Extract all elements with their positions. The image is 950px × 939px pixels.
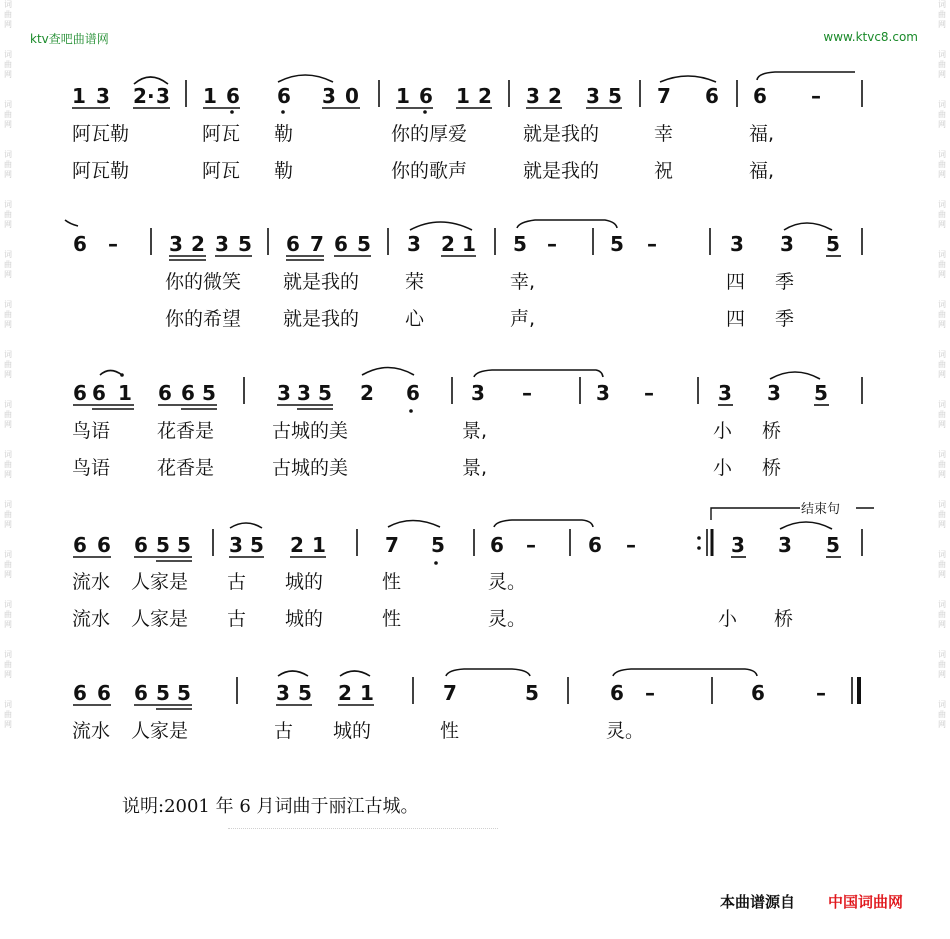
svg-text:5: 5: [156, 533, 170, 557]
lyric: 景,: [462, 420, 488, 442]
svg-text:–: –: [645, 681, 655, 705]
lyric: 桥: [762, 457, 782, 479]
svg-text:3: 3: [471, 381, 485, 405]
watermark-glyphs: 词 曲 网: [4, 600, 12, 629]
svg-text:5: 5: [238, 232, 252, 256]
divider: [228, 828, 498, 829]
ending-bracket: [711, 508, 874, 520]
svg-text:–: –: [811, 84, 821, 108]
watermark-glyphs: 词 曲 网: [4, 650, 12, 679]
svg-text:3: 3: [586, 84, 600, 108]
lyric: 幸: [654, 123, 674, 145]
svg-text:6: 6: [97, 681, 111, 705]
system-3-lyrics: [72, 420, 781, 479]
lyric: 阿瓦勒: [72, 123, 130, 145]
lyric: 阿瓦勒: [72, 160, 130, 182]
system-2-lyrics: [165, 271, 794, 330]
lyric: 你的歌声: [391, 160, 468, 182]
lyric: 灵。: [606, 720, 645, 742]
lyric: 阿瓦: [202, 123, 241, 145]
system-5-notes: [73, 669, 859, 709]
lyric: 四: [726, 308, 746, 330]
site-url-right[interactable]: www.ktvc8.com: [823, 30, 918, 44]
svg-text:3: 3: [277, 381, 291, 405]
lyric: 荣: [405, 271, 425, 293]
lyric: 季: [775, 271, 795, 293]
svg-text:7: 7: [443, 681, 457, 705]
svg-text:6: 6: [181, 381, 195, 405]
lyric: 四: [726, 271, 746, 293]
svg-text:3: 3: [767, 381, 781, 405]
lyric: 就是我的: [283, 308, 360, 330]
watermark-glyphs: 词 曲 网: [938, 300, 946, 329]
svg-text:–: –: [522, 381, 532, 405]
svg-text:7: 7: [657, 84, 671, 108]
svg-text:6: 6: [588, 533, 602, 557]
lyric: 桥: [774, 608, 794, 630]
svg-text:5: 5: [357, 232, 371, 256]
lyric: 灵。: [488, 571, 527, 593]
svg-text:7: 7: [385, 533, 399, 557]
watermark-glyphs: 词 曲 网: [938, 100, 946, 129]
watermark-glyphs: 词 曲 网: [4, 250, 12, 279]
svg-text:5: 5: [318, 381, 332, 405]
watermark-glyphs: 词 曲 网: [938, 650, 946, 679]
lyric: 人家是: [131, 608, 189, 630]
lyric: 声,: [510, 308, 536, 330]
svg-text:6: 6: [97, 533, 111, 557]
watermark-glyphs: 词 曲 网: [938, 600, 946, 629]
svg-text:3: 3: [407, 232, 421, 256]
svg-text:3: 3: [156, 84, 170, 108]
svg-text:5: 5: [298, 681, 312, 705]
ending-label: 结束句: [801, 502, 841, 517]
lyric: 古城的美: [272, 420, 349, 442]
svg-text:5: 5: [525, 681, 539, 705]
svg-text:2: 2: [338, 681, 352, 705]
watermark-glyphs: 词 曲 网: [4, 100, 12, 129]
lyric: 人家是: [131, 571, 189, 593]
svg-text:6: 6: [92, 381, 106, 405]
composition-note: 说明:2001 年 6 月词曲于丽江古城。: [122, 796, 419, 817]
system-4-notes: [73, 520, 862, 565]
lyric: 鸟语: [72, 457, 111, 479]
svg-text:2: 2: [441, 232, 455, 256]
lyric: 心: [405, 308, 425, 330]
svg-text:2: 2: [290, 533, 304, 557]
svg-text:5: 5: [177, 681, 191, 705]
svg-text:6: 6: [73, 533, 87, 557]
svg-text:3: 3: [229, 533, 243, 557]
svg-text:3: 3: [780, 232, 794, 256]
svg-text:2: 2: [133, 84, 147, 108]
svg-text:1: 1: [462, 232, 476, 256]
svg-text:3: 3: [596, 381, 610, 405]
svg-text:6: 6: [73, 232, 87, 256]
watermark-glyphs: 词 曲 网: [938, 150, 946, 179]
svg-text:6: 6: [419, 84, 433, 108]
svg-text:6: 6: [751, 681, 765, 705]
watermark-glyphs: 词 曲 网: [938, 450, 946, 479]
lyric: 阿瓦: [202, 160, 241, 182]
lyric: 人家是: [131, 720, 189, 742]
lyric: 勒: [274, 123, 294, 145]
svg-text:6: 6: [134, 681, 148, 705]
lyric: 性: [382, 608, 402, 630]
lyric: 桥: [762, 420, 782, 442]
system-1-lyrics: [72, 123, 774, 182]
svg-text:–: –: [816, 681, 826, 705]
watermark-glyphs: 词 曲 网: [938, 350, 946, 379]
svg-text:3: 3: [215, 232, 229, 256]
watermark-glyphs: 词 曲 网: [4, 700, 12, 729]
svg-text:3: 3: [322, 84, 336, 108]
svg-text:6: 6: [610, 681, 624, 705]
lyric: 城的: [285, 571, 324, 593]
svg-text:5: 5: [826, 232, 840, 256]
watermark-glyphs: 词 曲 网: [4, 550, 12, 579]
lyric: 花香是: [157, 420, 215, 442]
svg-text:6: 6: [705, 84, 719, 108]
system-4-lyrics: [72, 571, 793, 630]
watermark-glyphs: 词 曲 网: [4, 0, 12, 29]
svg-text:3: 3: [730, 232, 744, 256]
watermark-glyphs: 词 曲 网: [938, 400, 946, 429]
lyric: 就是我的: [523, 123, 600, 145]
lyric: 花香是: [157, 457, 215, 479]
lyric: 幸,: [510, 271, 536, 293]
watermark-glyphs: 词 曲 网: [4, 150, 12, 179]
svg-text:–: –: [644, 381, 654, 405]
lyric: 小: [713, 420, 733, 442]
watermark-glyphs: 词 曲 网: [938, 550, 946, 579]
svg-text:3: 3: [297, 381, 311, 405]
svg-text:3: 3: [526, 84, 540, 108]
lyric: 古: [274, 720, 294, 742]
svg-text:6: 6: [134, 533, 148, 557]
lyric: 福,: [749, 160, 775, 182]
watermark-glyphs: 词 曲 网: [938, 200, 946, 229]
lyric: 鸟语: [72, 420, 111, 442]
svg-text:·: ·: [147, 84, 155, 108]
watermark-glyphs: 词 曲 网: [938, 0, 946, 29]
svg-text:1: 1: [312, 533, 326, 557]
svg-text:3: 3: [169, 232, 183, 256]
watermark-glyphs: 词 曲 网: [938, 700, 946, 729]
watermark-glyphs: 词 曲 网: [938, 50, 946, 79]
lyric: 城的: [333, 720, 372, 742]
lyric: 小: [713, 457, 733, 479]
svg-text:6: 6: [490, 533, 504, 557]
svg-text:5: 5: [177, 533, 191, 557]
svg-text:1: 1: [456, 84, 470, 108]
svg-text:1: 1: [203, 84, 217, 108]
lyric: 季: [775, 308, 795, 330]
svg-text:6: 6: [226, 84, 240, 108]
svg-text:6: 6: [73, 381, 87, 405]
svg-text:5: 5: [513, 232, 527, 256]
lyric: 你的厚爱: [391, 123, 468, 145]
lyric: 古城的美: [272, 457, 349, 479]
svg-text:–: –: [647, 232, 657, 256]
watermark-glyphs: 词 曲 网: [4, 450, 12, 479]
svg-text:5: 5: [610, 232, 624, 256]
svg-text:1: 1: [360, 681, 374, 705]
svg-text:–: –: [526, 533, 536, 557]
lyric: 古: [227, 608, 247, 630]
lyric: 流水: [72, 720, 111, 742]
system-2-notes: [65, 220, 862, 260]
svg-text:2: 2: [360, 381, 374, 405]
source-site-link[interactable]: 中国词曲网: [828, 893, 904, 911]
svg-text:2: 2: [548, 84, 562, 108]
svg-text:2: 2: [191, 232, 205, 256]
system-3-notes: [73, 368, 862, 413]
svg-text:6: 6: [277, 84, 291, 108]
lyric: 城的: [285, 608, 324, 630]
svg-text:6: 6: [334, 232, 348, 256]
svg-text:7: 7: [310, 232, 324, 256]
svg-text:–: –: [626, 533, 636, 557]
svg-text:3: 3: [718, 381, 732, 405]
lyric: 你的希望: [165, 308, 242, 330]
lyric: 勒: [274, 160, 294, 182]
lyric: 性: [382, 571, 402, 593]
watermark-glyphs: 词 曲 网: [938, 250, 946, 279]
lyric: 小: [718, 608, 738, 630]
svg-text:0: 0: [345, 84, 359, 108]
system-1-notes: [72, 72, 862, 114]
watermark-glyphs: 词 曲 网: [4, 400, 12, 429]
svg-text:5: 5: [608, 84, 622, 108]
svg-text:6: 6: [73, 681, 87, 705]
svg-text:–: –: [108, 232, 118, 256]
lyric: 灵。: [488, 608, 527, 630]
lyric: 流水: [72, 571, 111, 593]
source-label: 本曲谱源自: [720, 893, 796, 911]
svg-text:3: 3: [276, 681, 290, 705]
svg-text:5: 5: [156, 681, 170, 705]
svg-text:5: 5: [250, 533, 264, 557]
lyric: 你的微笑: [165, 271, 242, 293]
lyric: 流水: [72, 608, 111, 630]
lyric: 祝: [654, 160, 674, 182]
svg-text:5: 5: [431, 533, 445, 557]
svg-text:6: 6: [753, 84, 767, 108]
watermark-glyphs: 词 曲 网: [4, 500, 12, 529]
svg-text:3: 3: [731, 533, 745, 557]
system-5-lyrics: [72, 720, 644, 742]
svg-text:1: 1: [118, 381, 132, 405]
svg-text:1: 1: [72, 84, 86, 108]
watermark-glyphs: 词 曲 网: [4, 300, 12, 329]
watermark-glyphs: 词 曲 网: [4, 350, 12, 379]
site-name-left[interactable]: ktv查吧曲谱网: [30, 32, 109, 46]
svg-text:6: 6: [286, 232, 300, 256]
svg-text:2: 2: [478, 84, 492, 108]
svg-text:3: 3: [96, 84, 110, 108]
svg-text:1: 1: [396, 84, 410, 108]
watermark-glyphs: 词 曲 网: [4, 50, 12, 79]
svg-text:5: 5: [814, 381, 828, 405]
watermark-glyphs: 词 曲 网: [938, 500, 946, 529]
svg-text:6: 6: [406, 381, 420, 405]
svg-text:3: 3: [778, 533, 792, 557]
svg-text:5: 5: [202, 381, 216, 405]
lyric: 就是我的: [283, 271, 360, 293]
lyric: 古: [227, 571, 247, 593]
lyric: 就是我的: [523, 160, 600, 182]
lyric: 福,: [749, 123, 775, 145]
svg-text:–: –: [547, 232, 557, 256]
svg-text:6: 6: [158, 381, 172, 405]
svg-text:5: 5: [826, 533, 840, 557]
lyric: 性: [440, 720, 460, 742]
watermark-glyphs: 词 曲 网: [4, 200, 12, 229]
lyric: 景,: [462, 457, 488, 479]
